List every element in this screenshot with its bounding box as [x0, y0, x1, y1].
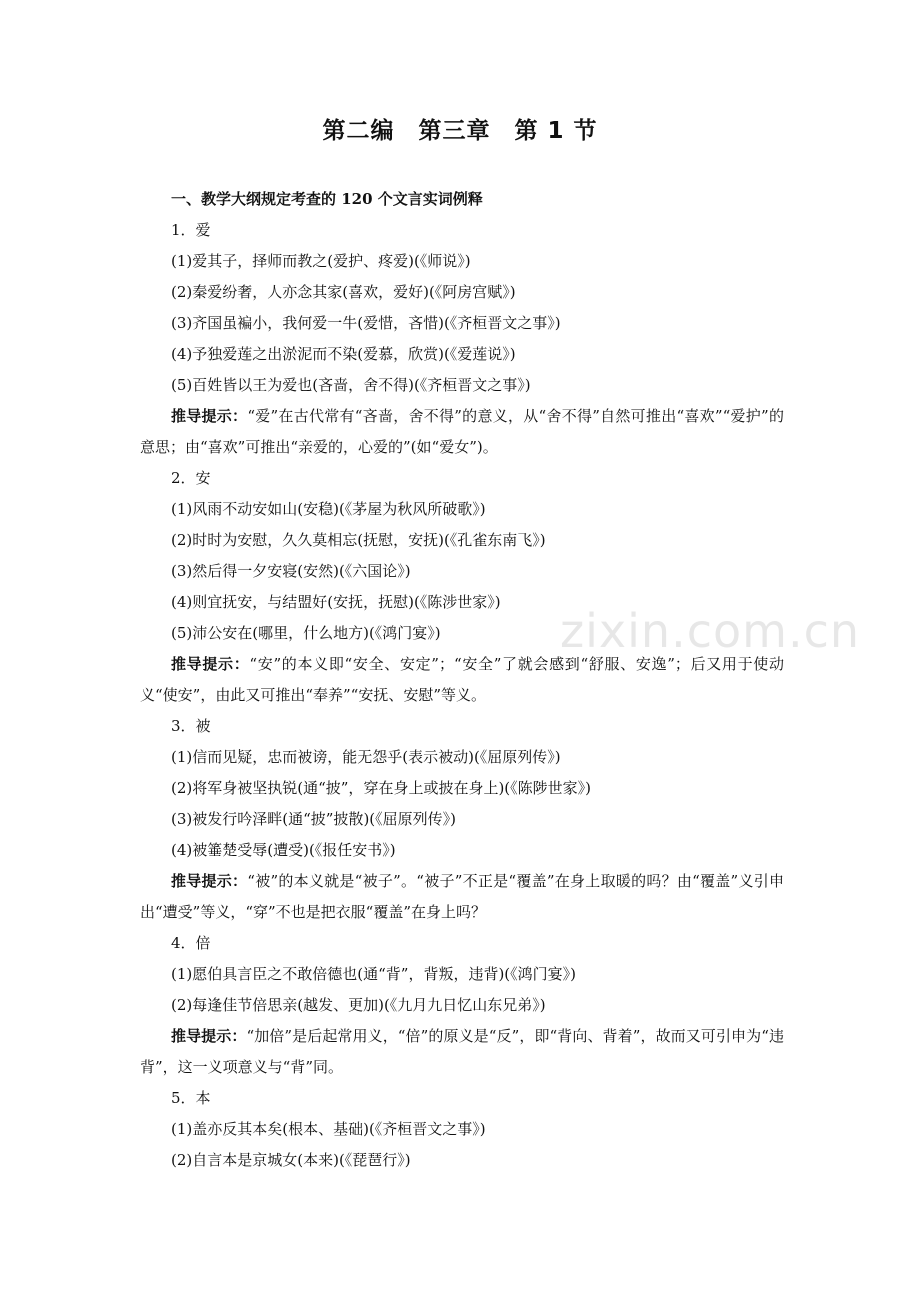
example-line: (5)百姓皆以王为爱也(吝啬，舍不得)(《齐桓晋文之事》) [171, 376, 531, 394]
hint-label: 推导提示： [171, 1027, 247, 1045]
example-line: (4)则宜抚安，与结盟好(安抚，抚慰)(《陈涉世家》) [171, 593, 501, 611]
example-line: (2)自言本是京城女(本来)(《琵琶行》) [171, 1151, 411, 1169]
watermark: zixin.com.cn [560, 604, 861, 658]
entry-heading: 3．被 [171, 717, 211, 735]
hint-paragraph [140, 649, 784, 711]
entry-heading: 4．倍 [171, 934, 211, 952]
example-line: (2)时时为安慰，久久莫相忘(抚慰，安抚)(《孔雀东南飞》) [171, 531, 546, 549]
example-line: (1)爱其子，择师而教之(爱护、疼爱)(《师说》) [171, 252, 471, 270]
example-line: (3)被发行吟泽畔(通“披”披散)(《屈原列传》) [171, 810, 456, 828]
hint-paragraph [140, 401, 784, 463]
example-line: (2)秦爱纷奢，人亦念其家(喜欢，爱好)(《阿房宫赋》) [171, 283, 516, 301]
example-line: (1)盖亦反其本矣(根本、基础)(《齐桓晋文之事》) [171, 1120, 486, 1138]
hint-label: 推导提示： [171, 872, 248, 890]
entry-heading: 5．本 [171, 1089, 211, 1107]
entry-heading: 2．安 [171, 469, 211, 487]
hint-paragraph [140, 866, 784, 928]
example-line: (1)愿伯具言臣之不敢倍德也(通“背”，背叛，违背)(《鸿门宴》) [171, 965, 576, 983]
example-line: (4)予独爱莲之出淤泥而不染(爱慕，欣赏)(《爱莲说》) [171, 345, 516, 363]
document-body [140, 184, 784, 1176]
example-line: (2)将军身被坚执锐(通“披”，穿在身上或披在身上)(《陈陟世家》) [171, 779, 591, 797]
example-line: (5)沛公安在(哪里，什么地方)(《鸿门宴》) [171, 624, 441, 642]
example-line: (1)信而见疑，忠而被谤，能无怨乎(表示被动)(《屈原列传》) [171, 748, 561, 766]
hint-label: 推导提示： [171, 655, 250, 673]
entry-heading: 1．爱 [171, 221, 211, 239]
example-line: (1)风雨不动安如山(安稳)(《茅屋为秋风所破歌》) [171, 500, 486, 518]
example-line: (3)齐国虽褊小，我何爱一牛(爱惜，吝惜)(《齐桓晋文之事》) [171, 314, 561, 332]
example-line: (4)被箠楚受辱(遭受)(《报任安书》) [171, 841, 396, 859]
hint-text: “安”的本义即“安全、安定”；“安全”了就会感到“舒服、安逸”；后又用于使动义“使安”，由此又可推出“奉养”“安抚、安慰”等义。 [140, 655, 784, 704]
section-heading: 一、教学大纲规定考查的 120 个文言实词例释 [171, 190, 483, 208]
example-line: (2)每逢佳节倍思亲(越发、更加)(《九月九日忆山东兄弟》) [171, 996, 546, 1014]
hint-text: “被”的本义就是“被子”。“被子”不正是“覆盖”在身上取暖的吗？由“覆盖”义引申出“遭受”等义，“穿”不也是把衣服“覆盖”在身上吗？ [140, 872, 784, 921]
hint-label: 推导提示： [171, 407, 248, 425]
hint-paragraph [140, 1021, 784, 1083]
hint-text: “加倍”是后起常用义，“倍”的原义是“反”，即“背向、背着”，故而又可引申为“违背”，这一义项意义与“背”同。 [140, 1027, 784, 1076]
example-line: (3)然后得一夕安寝(安然)(《六国论》) [171, 562, 411, 580]
page-title: 第二编 第三章 第 1 节 [322, 118, 598, 144]
hint-text: “爱”在古代常有“吝啬，舍不得”的意义，从“舍不得”自然可推出“喜欢”“爱护”的意思；由“喜欢”可推出“亲爱的，心爱的”(如“爱女”)。 [140, 407, 784, 456]
